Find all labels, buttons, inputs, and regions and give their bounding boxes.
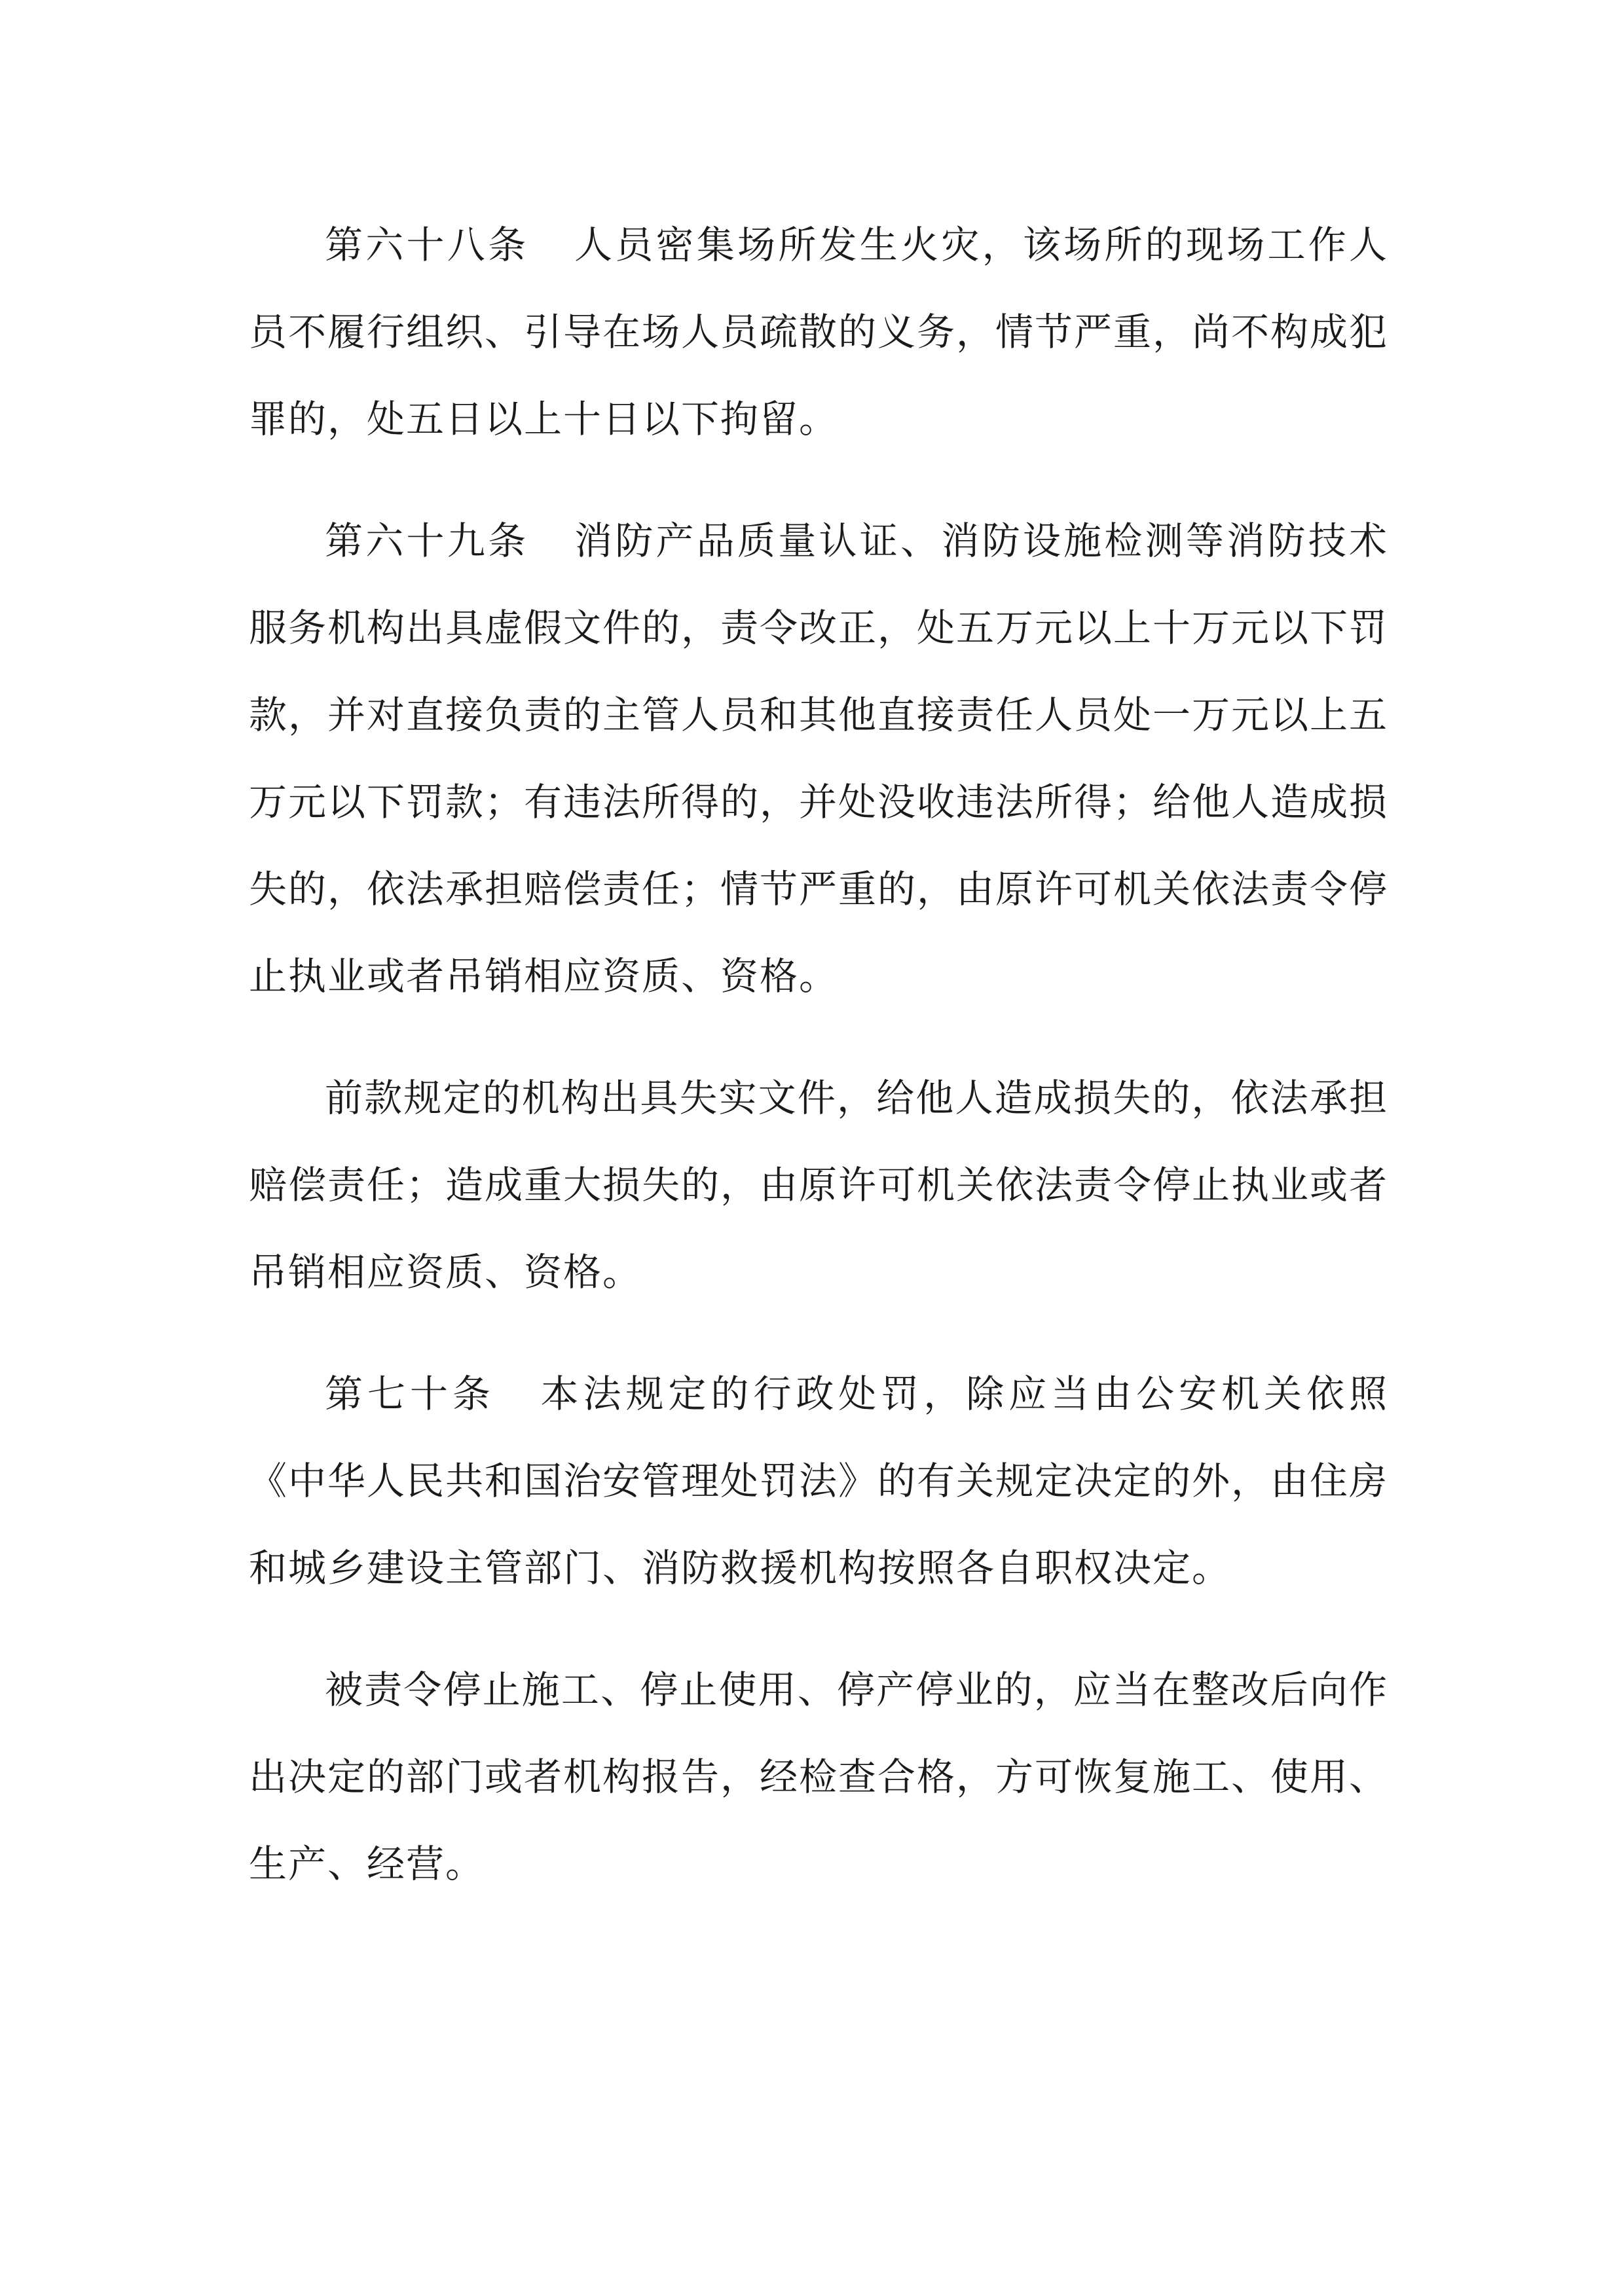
article-number: 第六十九条 bbox=[325, 519, 529, 563]
paragraph-article-69-clause-2 bbox=[249, 1055, 1388, 1316]
paragraph-article-70-clause-2 bbox=[249, 1647, 1388, 1908]
paragraph-text: 人员密集场所发生火灾，该场所的现场工作人员不履行组织、引导在场人员疏散的义务，情节严重，尚不构成犯罪的，处五日以上十日以下拘留。 bbox=[249, 223, 1389, 441]
paragraph-text: 消防产品质量认证、消防设施检测等消防技术服务机构出具虚假文件的，责令改正，处五万元以上十万元以下罚款，并对直接负责的主管人员和其他直接责任人员处一万元以上五万元以下罚款；有违法所得的，并处没收违法所得；给他人造成损失的，依法承担赔偿责任；情节严重的，由原许可机关依法责令停止执业或者吊销相应资质、资格。 bbox=[249, 519, 1389, 998]
paragraph-article-69 bbox=[249, 498, 1388, 1020]
article-number: 第七十条 bbox=[325, 1372, 495, 1416]
paragraph-text: 本法规定的行政处罚，除应当由公安机关依照《中华人民共和国治安管理处罚法》的有关规定决定的外，由住房和城乡建设主管部门、消防救援机构按照各自职权决定。 bbox=[249, 1372, 1389, 1590]
paragraph-article-70 bbox=[249, 1351, 1388, 1612]
paragraph-article-68 bbox=[249, 202, 1388, 463]
article-number: 第六十八条 bbox=[325, 223, 529, 267]
paragraph-text: 前款规定的机构出具失实文件，给他人造成损失的，依法承担赔偿责任；造成重大损失的，由原许可机关依法责令停止执业或者吊销相应资质、资格。 bbox=[249, 1076, 1389, 1294]
paragraph-text: 被责令停止施工、停止使用、停产停业的，应当在整改后向作出决定的部门或者机构报告，经检查合格，方可恢复施工、使用、生产、经营。 bbox=[249, 1667, 1389, 1886]
document-body bbox=[249, 202, 1388, 1942]
